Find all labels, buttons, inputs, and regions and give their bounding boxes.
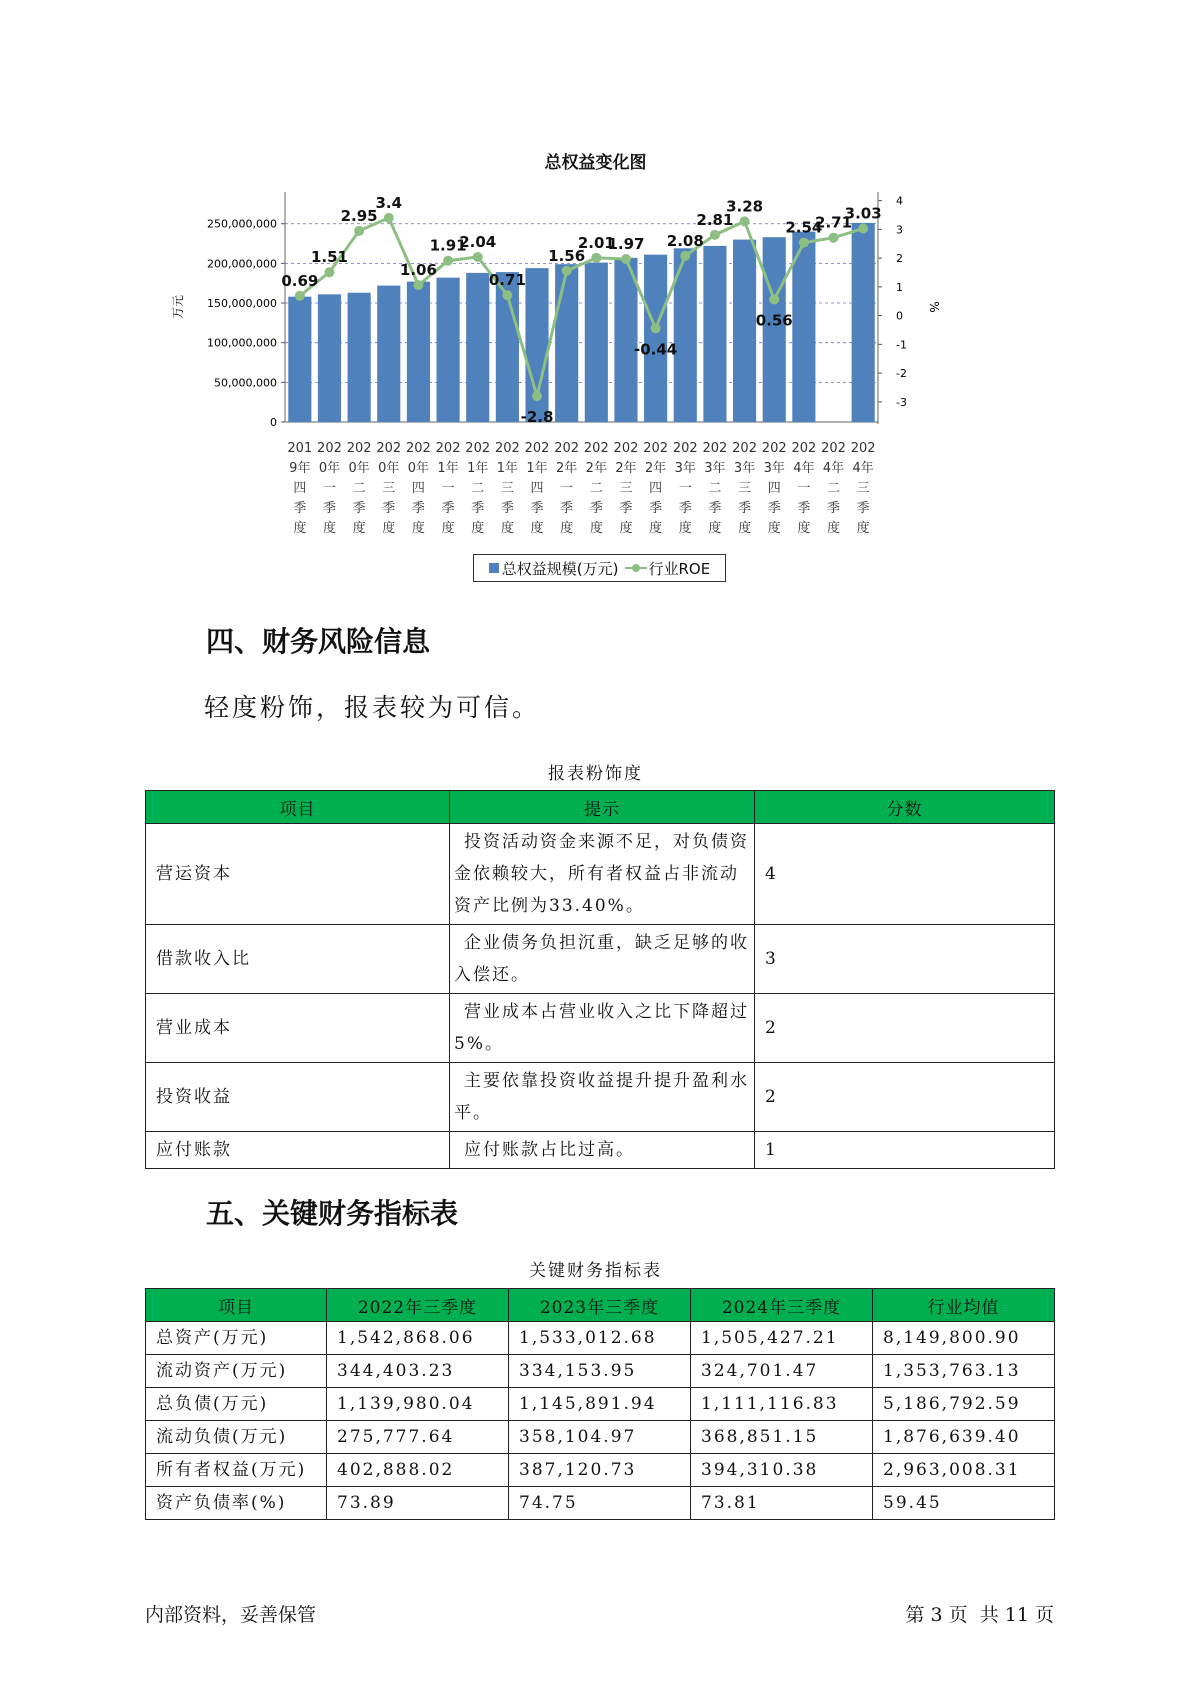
cell-value: 394,310.38 xyxy=(691,1454,873,1487)
x-tick-label: 0年 xyxy=(318,461,341,476)
x-tick-label: 202 xyxy=(435,441,461,456)
roe-point xyxy=(443,256,453,266)
x-tick-label: 202 xyxy=(643,441,669,456)
x-tick-label: 202 xyxy=(494,441,520,456)
cell-value: 368,851.15 xyxy=(691,1421,873,1454)
section-heading-financial-risk: 四、财务风险信息 xyxy=(206,625,431,658)
y-right-tick-label: -2 xyxy=(896,367,907,381)
x-tick-label: 度 xyxy=(827,521,841,536)
table-row xyxy=(146,994,1055,1063)
roe-data-label: 2.54 xyxy=(785,218,823,237)
roe-point xyxy=(680,251,690,261)
legend-label-equity: 总权益规模(万元) xyxy=(501,559,619,578)
column-header-2024q3: 2024年三季度 xyxy=(691,1289,873,1322)
x-tick-label: 202 xyxy=(465,441,491,456)
cell-hint: 企业债务负担沉重，缺乏足够的收入偿还。 xyxy=(450,925,755,994)
x-tick-label: 一 xyxy=(322,481,336,496)
x-tick-label: 202 xyxy=(761,441,787,456)
cell-value: 1,353,763.13 xyxy=(873,1355,1055,1388)
table-row xyxy=(146,1063,1055,1132)
table-row xyxy=(146,824,1055,925)
y-right-tick-label: 3 xyxy=(896,223,903,237)
x-tick-label: 3年 xyxy=(763,461,785,476)
table-header-row xyxy=(146,791,1055,824)
x-tick-label: 度 xyxy=(797,521,811,536)
roe-point xyxy=(651,323,661,333)
y-left-tick-label: 150,000,000 xyxy=(207,297,277,311)
x-tick-label: 三 xyxy=(738,481,752,496)
roe-data-label: 1.56 xyxy=(548,246,586,265)
x-tick-label: 202 xyxy=(554,441,580,456)
y-right-tick-label: -1 xyxy=(896,338,907,352)
x-tick-label: 季 xyxy=(530,501,544,516)
cell-value: 1,139,980.04 xyxy=(327,1388,509,1421)
y-left-tick-label: 100,000,000 xyxy=(207,336,277,350)
cell-item: 流动资产(万元) xyxy=(146,1355,327,1388)
roe-data-label: 0.69 xyxy=(281,271,319,290)
x-tick-label: 202 xyxy=(346,441,372,456)
cell-score: 2 xyxy=(755,1063,1055,1132)
x-tick-label: 202 xyxy=(317,441,342,456)
cell-value: 402,888.02 xyxy=(327,1454,509,1487)
x-tick-label: 202 xyxy=(376,441,402,456)
roe-point xyxy=(829,233,839,243)
cell-item: 营业成本 xyxy=(146,994,450,1063)
y-left-axis-title: 万元 xyxy=(171,294,185,320)
x-tick-label: 三 xyxy=(500,481,514,496)
x-tick-label: 1年 xyxy=(467,461,489,476)
x-tick-label: 度 xyxy=(619,521,633,536)
column-header-2023q3: 2023年三季度 xyxy=(509,1289,691,1322)
x-tick-label: 202 xyxy=(702,441,728,456)
x-tick-label: 度 xyxy=(293,521,307,536)
column-header-industry-avg: 行业均值 xyxy=(873,1289,1055,1322)
bar-total-equity xyxy=(288,297,311,422)
x-tick-label: 4年 xyxy=(822,461,845,476)
x-tick-label: 季 xyxy=(352,501,366,516)
x-tick-label: 度 xyxy=(471,521,485,536)
table-row xyxy=(146,1132,1055,1169)
column-header-score: 分数 xyxy=(755,791,1055,824)
x-tick-label: 0年 xyxy=(407,461,430,476)
bar-total-equity xyxy=(466,273,489,422)
x-tick-label: 度 xyxy=(708,521,722,536)
bar-total-equity xyxy=(318,294,341,422)
x-tick-label: 度 xyxy=(738,521,752,536)
roe-point xyxy=(858,224,868,234)
roe-data-label: 2.95 xyxy=(340,206,378,225)
legend-bar-swatch xyxy=(489,563,499,573)
x-tick-label: 季 xyxy=(441,501,455,516)
x-tick-label: 202 xyxy=(583,441,609,456)
bar-total-equity xyxy=(852,223,875,422)
cell-item: 流动负债(万元) xyxy=(146,1421,327,1454)
cell-item: 总资产(万元) xyxy=(146,1322,327,1355)
x-tick-label: 季 xyxy=(738,501,752,516)
legend-item-equity xyxy=(489,558,619,579)
roe-point xyxy=(740,216,750,226)
y-left-tick-label: 0 xyxy=(270,416,277,429)
column-header-item: 项目 xyxy=(146,791,450,824)
table1-caption: 报表粉饰度 xyxy=(548,764,643,784)
x-tick-label: 三 xyxy=(382,481,396,496)
whitewash-table xyxy=(145,790,1055,1169)
x-tick-label: 一 xyxy=(797,481,811,496)
risk-summary-text: 轻度粉饰，报表较为可信。 xyxy=(204,693,541,722)
cell-value: 59.45 xyxy=(873,1487,1055,1520)
roe-data-label: 2.71 xyxy=(815,213,853,232)
roe-data-label: 1.51 xyxy=(310,248,348,267)
cell-value: 5,186,792.59 xyxy=(873,1388,1055,1421)
table-row xyxy=(146,1487,1055,1520)
table-row xyxy=(146,1355,1055,1388)
bar-total-equity xyxy=(555,264,578,422)
x-tick-label: 四 xyxy=(767,481,781,496)
table-row xyxy=(146,1388,1055,1421)
chart-title: 总权益变化图 xyxy=(544,153,647,173)
x-tick-label: 3年 xyxy=(704,461,726,476)
cell-value: 8,149,800.90 xyxy=(873,1322,1055,1355)
section-heading-key-indicators: 五、关键财务指标表 xyxy=(206,1197,459,1230)
roe-point xyxy=(473,252,483,262)
roe-point xyxy=(324,267,334,277)
y-right-axis-title: % xyxy=(927,301,941,313)
roe-point xyxy=(532,391,542,401)
x-tick-label: 度 xyxy=(352,521,366,536)
x-tick-label: 202 xyxy=(524,441,550,456)
cell-hint: 投资活动资金来源不足，对负债资金依赖较大，所有者权益占非流动资产比例为33.40%。 xyxy=(450,824,755,925)
cell-value: 1,876,639.40 xyxy=(873,1421,1055,1454)
roe-point xyxy=(354,226,364,236)
x-tick-label: 三 xyxy=(856,481,870,496)
x-tick-label: 季 xyxy=(293,501,307,516)
roe-point xyxy=(384,213,394,223)
cell-value: 275,777.64 xyxy=(327,1421,509,1454)
footer-confidential-note: 内部资料，妥善保管 xyxy=(145,1604,317,1626)
cell-value: 1,533,012.68 xyxy=(509,1322,691,1355)
x-tick-label: 度 xyxy=(411,521,425,536)
cell-value: 324,701.47 xyxy=(691,1355,873,1388)
y-right-tick-label: -3 xyxy=(896,395,907,409)
x-tick-label: 202 xyxy=(791,441,817,456)
x-tick-label: 度 xyxy=(322,521,336,536)
x-tick-label: 季 xyxy=(471,501,485,516)
x-tick-label: 季 xyxy=(797,501,811,516)
cell-value: 387,120.73 xyxy=(509,1454,691,1487)
x-tick-label: 202 xyxy=(406,441,431,456)
legend-label-roe: 行业ROE xyxy=(648,559,711,578)
x-tick-label: 度 xyxy=(530,521,544,536)
roe-data-label: 0.56 xyxy=(755,311,793,330)
x-tick-label: 季 xyxy=(678,501,692,516)
roe-data-label: -2.8 xyxy=(520,408,554,427)
x-tick-label: 202 xyxy=(850,441,876,456)
roe-point xyxy=(591,253,601,263)
bar-total-equity xyxy=(763,237,786,422)
cell-value: 334,153.95 xyxy=(509,1355,691,1388)
cell-hint: 营业成本占营业收入之比下降超过5%。 xyxy=(450,994,755,1063)
roe-point xyxy=(710,230,720,240)
cell-value: 344,403.23 xyxy=(327,1355,509,1388)
roe-data-label: 2.01 xyxy=(577,233,615,252)
x-tick-label: 季 xyxy=(856,501,870,516)
cell-value: 73.81 xyxy=(691,1487,873,1520)
x-tick-label: 9年 xyxy=(289,461,311,476)
x-tick-label: 度 xyxy=(589,521,603,536)
cell-score: 3 xyxy=(755,925,1055,994)
cell-score: 2 xyxy=(755,994,1055,1063)
cell-item: 投资收益 xyxy=(146,1063,450,1132)
roe-data-label: 3.28 xyxy=(726,197,764,216)
x-tick-label: 二 xyxy=(471,481,485,496)
roe-data-label: 1.97 xyxy=(607,234,645,253)
x-tick-label: 季 xyxy=(767,501,781,516)
roe-data-label: 2.81 xyxy=(696,210,734,229)
roe-point xyxy=(295,291,305,301)
roe-data-label: 2.04 xyxy=(459,232,497,251)
equity-chart xyxy=(170,180,980,540)
x-tick-label: 三 xyxy=(619,481,633,496)
x-tick-label: 4年 xyxy=(852,461,874,476)
cell-value: 73.89 xyxy=(327,1487,509,1520)
x-tick-label: 202 xyxy=(613,441,639,456)
roe-data-label: 0.71 xyxy=(488,271,526,290)
x-tick-label: 四 xyxy=(293,481,307,496)
x-tick-label: 度 xyxy=(856,521,870,536)
roe-point xyxy=(799,238,809,248)
x-tick-label: 202 xyxy=(672,441,698,456)
x-tick-label: 度 xyxy=(500,521,514,536)
x-tick-label: 季 xyxy=(322,501,336,516)
cell-item: 营运资本 xyxy=(146,824,450,925)
x-tick-label: 季 xyxy=(589,501,603,516)
x-tick-label: 四 xyxy=(649,481,663,496)
roe-data-label: -0.44 xyxy=(634,340,678,359)
x-tick-label: 2年 xyxy=(585,461,607,476)
cell-value: 1,542,868.06 xyxy=(327,1322,509,1355)
bar-total-equity xyxy=(585,263,608,422)
x-tick-label: 202 xyxy=(732,441,757,456)
roe-data-label: 2.08 xyxy=(666,231,704,250)
x-tick-label: 一 xyxy=(560,481,574,496)
x-tick-label: 季 xyxy=(649,501,663,516)
cell-value: 1,505,427.21 xyxy=(691,1322,873,1355)
y-right-tick-label: 0 xyxy=(896,309,903,323)
x-tick-label: 0年 xyxy=(378,461,400,476)
cell-item: 总负债(万元) xyxy=(146,1388,327,1421)
chart-legend xyxy=(473,554,726,582)
x-tick-label: 3年 xyxy=(733,461,756,476)
column-header-item: 项目 xyxy=(146,1289,327,1322)
x-tick-label: 度 xyxy=(441,521,455,536)
x-tick-label: 季 xyxy=(411,501,425,516)
bar-total-equity xyxy=(348,293,371,422)
cell-score: 1 xyxy=(755,1132,1055,1169)
y-right-tick-label: 2 xyxy=(896,252,903,266)
x-tick-label: 4年 xyxy=(793,461,815,476)
roe-point xyxy=(562,266,572,276)
x-tick-label: 二 xyxy=(827,481,841,496)
x-tick-label: 2年 xyxy=(556,461,578,476)
table-row xyxy=(146,1322,1055,1355)
cell-item: 借款收入比 xyxy=(146,925,450,994)
x-tick-label: 0年 xyxy=(348,461,370,476)
x-tick-label: 二 xyxy=(352,481,366,496)
x-tick-label: 3年 xyxy=(674,461,696,476)
roe-point xyxy=(413,280,423,290)
x-tick-label: 度 xyxy=(382,521,396,536)
bar-total-equity xyxy=(437,278,460,422)
roe-point xyxy=(621,254,631,264)
y-right-tick-label: 4 xyxy=(896,194,903,208)
cell-value: 1,111,116.83 xyxy=(691,1388,873,1421)
x-tick-label: 202 xyxy=(821,441,846,456)
x-tick-label: 季 xyxy=(708,501,722,516)
x-tick-label: 季 xyxy=(382,501,396,516)
x-tick-label: 度 xyxy=(560,521,574,536)
x-tick-label: 201 xyxy=(287,441,313,456)
cell-value: 358,104.97 xyxy=(509,1421,691,1454)
x-tick-label: 度 xyxy=(649,521,663,536)
key-indicators-table xyxy=(145,1288,1055,1520)
x-tick-label: 1年 xyxy=(526,461,548,476)
roe-data-label: 1.91 xyxy=(429,236,467,255)
x-tick-label: 1年 xyxy=(496,461,519,476)
x-tick-label: 四 xyxy=(411,481,425,496)
cell-hint: 主要依靠投资收益提升提升盈利水平。 xyxy=(450,1063,755,1132)
x-tick-label: 季 xyxy=(500,501,514,516)
x-tick-label: 度 xyxy=(767,521,781,536)
cell-item: 应付账款 xyxy=(146,1132,450,1169)
bar-total-equity xyxy=(644,255,667,422)
table-row xyxy=(146,925,1055,994)
column-header-hint: 提示 xyxy=(450,791,755,824)
table-row xyxy=(146,1421,1055,1454)
bar-total-equity xyxy=(733,240,756,422)
legend-line-swatch xyxy=(625,563,647,573)
x-tick-label: 一 xyxy=(678,481,692,496)
roe-data-label: 3.4 xyxy=(375,193,403,212)
cell-value: 2,963,008.31 xyxy=(873,1454,1055,1487)
cell-value: 74.75 xyxy=(509,1487,691,1520)
table-header-row xyxy=(146,1289,1055,1322)
cell-value: 1,145,891.94 xyxy=(509,1388,691,1421)
roe-point xyxy=(769,295,779,305)
y-left-tick-label: 250,000,000 xyxy=(207,217,277,231)
x-tick-label: 季 xyxy=(827,501,841,516)
x-tick-label: 季 xyxy=(619,501,633,516)
roe-point xyxy=(502,290,512,300)
cell-item: 所有者权益(万元) xyxy=(146,1454,327,1487)
cell-hint: 应付账款占比过高。 xyxy=(450,1132,755,1169)
y-left-tick-label: 50,000,000 xyxy=(214,376,277,390)
x-tick-label: 度 xyxy=(678,521,692,536)
column-header-2022q3: 2022年三季度 xyxy=(327,1289,509,1322)
roe-data-label: 1.06 xyxy=(399,261,437,280)
x-tick-label: 二 xyxy=(589,481,603,496)
cell-score: 4 xyxy=(755,824,1055,925)
footer-page-number: 第 3 页 共 11 页 xyxy=(905,1604,1054,1626)
y-right-tick-label: 1 xyxy=(896,280,903,294)
legend-item-roe xyxy=(625,558,711,579)
cell-item: 资产负债率(%) xyxy=(146,1487,327,1520)
roe-data-label: 3.03 xyxy=(844,204,882,223)
x-tick-label: 一 xyxy=(441,481,455,496)
x-tick-label: 季 xyxy=(560,501,574,516)
table-row xyxy=(146,1454,1055,1487)
x-tick-label: 四 xyxy=(530,481,544,496)
bar-total-equity xyxy=(377,286,400,422)
x-tick-label: 2年 xyxy=(644,461,667,476)
x-tick-label: 1年 xyxy=(437,461,459,476)
table2-caption: 关键财务指标表 xyxy=(529,1261,662,1281)
x-tick-label: 2年 xyxy=(615,461,637,476)
bar-total-equity xyxy=(703,246,726,422)
x-tick-label: 二 xyxy=(708,481,722,496)
y-left-tick-label: 200,000,000 xyxy=(207,257,277,271)
bar-total-equity xyxy=(407,282,430,422)
